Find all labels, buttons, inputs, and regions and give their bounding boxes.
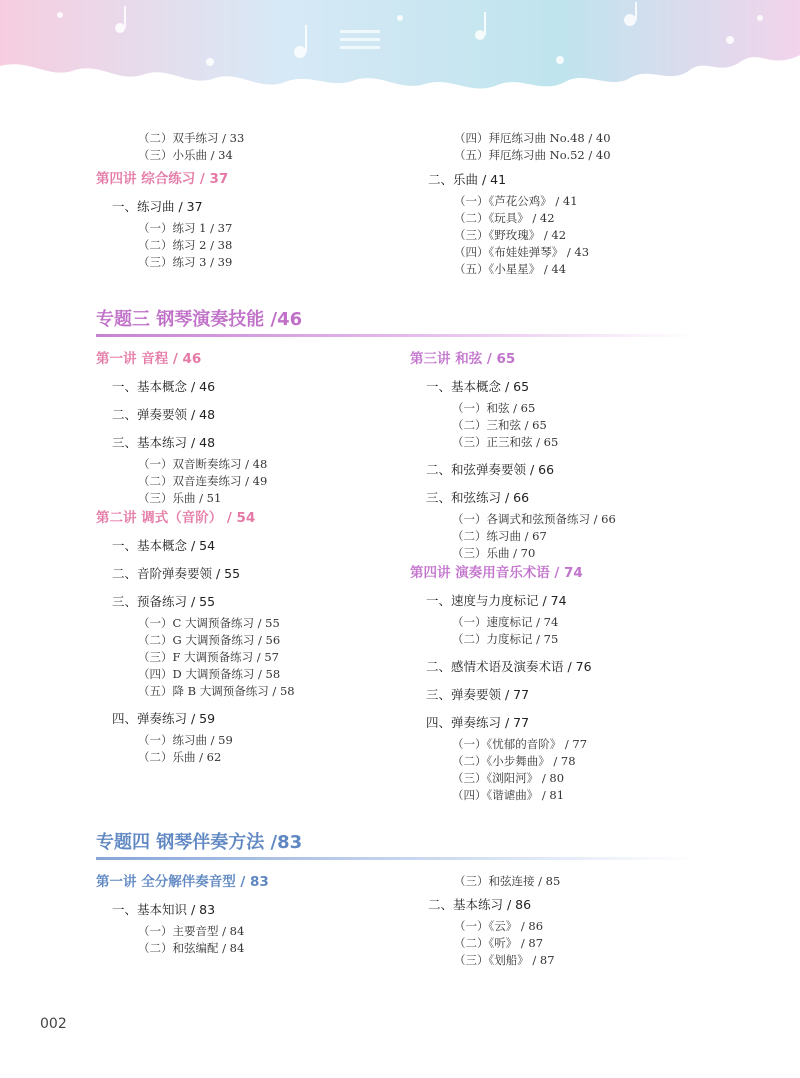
toc-item[interactable]: （二）G 大调预备练习 / 56 [138,633,281,647]
toc-item[interactable]: （二）力度标记 / 75 [452,632,559,646]
toc-section[interactable]: 一、基本知识 / 83 [112,902,216,917]
topic4-right-column [412,873,752,969]
topic3-rule [96,334,696,337]
toc-section[interactable]: 三、基本练习 / 48 [112,435,216,450]
topic4-rule [96,857,696,860]
toc-section[interactable]: 二、感情术语及演奏术语 / 76 [426,659,592,674]
toc-section[interactable]: 四、弹奏练习 / 59 [112,711,216,726]
toc-section[interactable]: 三、和弦练习 / 66 [426,490,530,505]
toc-item[interactable]: （二）乐曲 / 62 [138,750,222,764]
toc-item[interactable]: （二）练习曲 / 67 [452,529,547,543]
toc-item[interactable]: （一）主要音型 / 84 [138,924,245,938]
toc-section[interactable]: 四、弹奏练习 / 77 [426,715,530,730]
toc-item[interactable]: （一）练习 1 / 37 [138,221,233,235]
toc-item[interactable]: （三）乐曲 / 70 [452,546,536,560]
lecture-heading[interactable]: 第一讲 音程 / 46 [96,351,202,367]
toc-item[interactable]: （一）《忧郁的音阶》 / 77 [452,737,588,751]
top-right-column [412,130,752,278]
toc-item[interactable]: （三）练习 3 / 39 [138,255,233,269]
top-left-column [96,130,396,271]
topic3-left-column [96,350,396,766]
toc-item[interactable]: （一）练习曲 / 59 [138,733,233,747]
toc-item[interactable]: （一）《芦花公鸡》 / 41 [454,194,578,208]
topic4-left-column [96,873,396,957]
toc-item[interactable]: （二）练习 2 / 38 [138,238,233,252]
toc-item[interactable]: （二）双音连奏练习 / 49 [138,474,268,488]
toc-item[interactable]: （四）拜厄练习曲 No.48 / 40 [454,131,611,145]
toc-item[interactable]: （二）和弦编配 / 84 [138,941,245,955]
toc-item[interactable]: （二）双手练习 / 33 [138,131,245,145]
toc-section[interactable]: 二、音阶弹奏要领 / 55 [112,566,241,581]
toc-item[interactable]: （四）《谐谑曲》 / 81 [452,788,565,802]
toc-section[interactable]: 三、弹奏要领 / 77 [426,687,530,702]
toc-item[interactable]: （一）各调式和弦预备练习 / 66 [452,512,616,526]
toc-section[interactable]: 一、练习曲 / 37 [112,199,203,214]
toc-section[interactable]: 二、基本练习 / 86 [428,897,532,912]
topic3-right-column [410,350,760,804]
toc-item[interactable]: （二）三和弦 / 65 [452,418,547,432]
toc-item[interactable]: （二）《听》 / 87 [454,936,544,950]
toc-section[interactable]: 二、和弦弹奏要领 / 66 [426,462,555,477]
toc-item[interactable]: （三）《野玫瑰》 / 42 [454,228,567,242]
toc-item[interactable]: （三）乐曲 / 51 [138,491,222,505]
toc-item[interactable]: （一）和弦 / 65 [452,401,536,415]
toc-item[interactable]: （四）《布娃娃弹琴》 / 43 [454,245,590,259]
toc-item[interactable]: （三）正三和弦 / 65 [452,435,559,449]
toc-item[interactable]: （三）和弦连接 / 85 [454,874,561,888]
toc-section[interactable]: 一、基本概念 / 65 [426,379,530,394]
toc-item[interactable]: （二）《小步舞曲》 / 78 [452,754,576,768]
page-number: 002 [40,1016,67,1032]
toc-section[interactable]: 一、基本概念 / 46 [112,379,216,394]
toc-item[interactable]: （三）F 大调预备练习 / 57 [138,650,279,664]
lecture-heading[interactable]: 第一讲 全分解伴奏音型 / 83 [96,874,269,890]
toc-item[interactable]: （三）《划船》 / 87 [454,953,555,967]
toc-section[interactable]: 一、基本概念 / 54 [112,538,216,553]
toc-item[interactable]: （五）降 B 大调预备练习 / 58 [138,684,295,698]
toc-item[interactable]: （五）《小星星》 / 44 [454,262,567,276]
lecture-heading[interactable]: 第三讲 和弦 / 65 [410,351,516,367]
toc-section[interactable]: 二、乐曲 / 41 [428,172,507,187]
lecture-heading[interactable]: 第四讲 综合练习 / 37 [96,171,229,187]
toc-section[interactable]: 一、速度与力度标记 / 74 [426,593,567,608]
topic4-title[interactable]: 专题四 钢琴伴奏方法 /83 [96,832,303,853]
toc-item[interactable]: （一）双音断奏练习 / 48 [138,457,268,471]
toc-section[interactable]: 三、预备练习 / 55 [112,594,216,609]
toc-item[interactable]: （二）《玩具》 / 42 [454,211,555,225]
toc-item[interactable]: （四）D 大调预备练习 / 58 [138,667,281,681]
toc-item[interactable]: （一）速度标记 / 74 [452,615,559,629]
topic3-title[interactable]: 专题三 钢琴演奏技能 /46 [96,309,303,330]
toc-section[interactable]: 二、弹奏要领 / 48 [112,407,216,422]
lecture-heading[interactable]: 第四讲 演奏用音乐术语 / 74 [410,565,583,581]
toc-item[interactable]: （一）C 大调预备练习 / 55 [138,616,280,630]
toc-item[interactable]: （一）《云》 / 86 [454,919,544,933]
lecture-heading[interactable]: 第二讲 调式（音阶） / 54 [96,510,256,526]
toc-item[interactable]: （五）拜厄练习曲 No.52 / 40 [454,148,611,162]
toc-item[interactable]: （三）《浏阳河》 / 80 [452,771,565,785]
toc-item[interactable]: （三）小乐曲 / 34 [138,148,233,162]
